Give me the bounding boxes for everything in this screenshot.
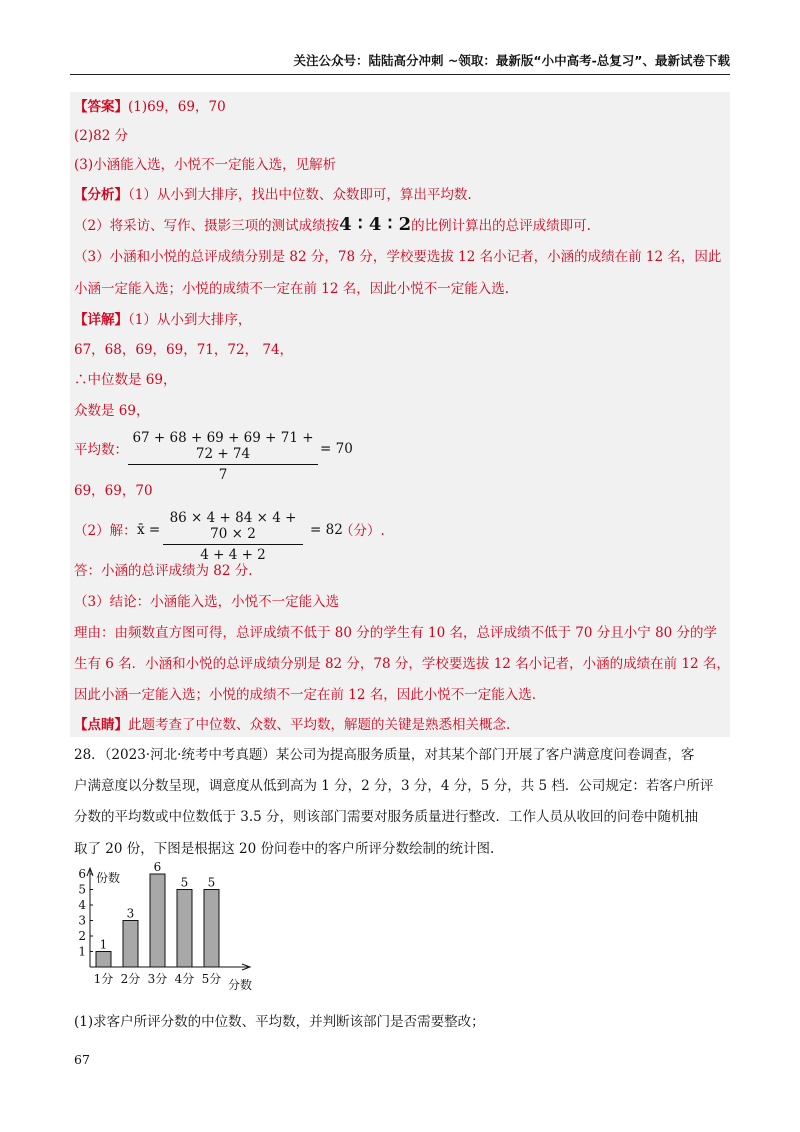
part3-reason-1: 理由：由频数直方图可得，总评成绩不低于 80 分的学生有 10 名，总评成绩不低于 70 分且小宁 80 分的学	[74, 625, 718, 641]
page-number: 67	[74, 1052, 90, 1067]
part2-answer: 答：小涵的总评成绩为 82 分.	[74, 563, 253, 579]
bar-1	[96, 952, 111, 968]
point-line: 【点睛】此题考查了中位数、众数、平均数，解题的关键是熟悉相关概念.	[74, 717, 511, 733]
part2-numerator: 86 × 4 + 84 × 4 + 70 × 2	[163, 510, 303, 545]
part2-result: = 82	[310, 522, 343, 538]
part3-reason-3: 因此小涵一定能入选；小悦的成绩不一定在前 12 名，因此小悦不一定能入选.	[74, 687, 537, 703]
subquestion-1: (1)求客户所评分数的中位数、平均数，并判断该部门是否需要整改；	[74, 1014, 485, 1030]
analysis-line-3: （3）小涵和小悦的总评成绩分别是 82 分，78 分，学校要选拔 12 名小记者，小涵的成绩在前 12 名，因此	[74, 249, 722, 265]
bar-value-label: 3	[126, 906, 135, 921]
chart-bars	[96, 874, 219, 967]
y-tick-label: 6	[78, 867, 86, 881]
average-fraction	[128, 430, 318, 483]
average-numerator: 67 + 68 + 69 + 69 + 71 + 72 + 74	[128, 430, 318, 465]
x-tick-label: 4分	[174, 972, 195, 986]
page-header: 关注公众号：陆陆高分冲刺 ~领取：最新版“小中高考-总复习”、最新试卷下载	[70, 52, 730, 75]
detail-sequence: 67，68，69，69，71，72， 74，	[74, 342, 294, 358]
y-tick-label: 3	[78, 913, 86, 928]
average-denominator: 7	[218, 467, 228, 483]
y-tick-label: 5	[78, 882, 86, 897]
answer-line-2: (2)82 分	[74, 128, 129, 144]
average-label: 平均数：	[74, 442, 128, 458]
x-tick-label: 1分	[93, 972, 114, 986]
bar-value-label: 5	[207, 875, 216, 890]
average-result: = 70	[320, 441, 353, 457]
analysis-line-4: 小涵一定能入选；小悦的成绩不一定在前 12 名，因此小悦不一定能入选.	[74, 281, 510, 297]
answer-line-3: (3)小涵能入选，小悦不一定能入选，见解析	[74, 157, 337, 173]
question-line-3: 分数的平均数或中位数低于 3.5 分，则该部门需要对服务质量进行整改．工作人员从收回的问卷中随机抽	[74, 809, 699, 825]
analysis-line-2: （2）将采访、写作、摄影三项的测试成绩按4 ∶ 4 ∶ 2的比例计算出的总评成绩即可.	[74, 214, 591, 235]
x-axis-label: 分数	[228, 978, 253, 992]
answer-line-1: 【答案】(1)69，69，70	[74, 99, 226, 115]
detail-line-1: 【详解】（1）从小到大排序，	[74, 312, 252, 328]
bar-value-label: 6	[153, 860, 162, 874]
bar-value-label: 1	[99, 937, 108, 952]
question-line-1: 28．（2023·河北·统考中考真题）某公司为提高服务质量，对其某个部门开展了客户满意度问卷调查，客	[74, 747, 695, 763]
y-axis-label: 份数	[96, 871, 121, 885]
part2-unit: （分）.	[340, 523, 385, 539]
x-tick-label: 2分	[120, 972, 141, 986]
x-tick-label: 5分	[201, 972, 222, 986]
part2-fraction	[163, 510, 303, 563]
y-tick-label: 1	[78, 944, 86, 959]
part3-conclusion: （3）结论：小涵能入选，小悦不一定能入选	[74, 594, 340, 610]
part2-label: （2）解：	[74, 523, 137, 539]
part2-xbar: x̄ =	[137, 522, 161, 538]
bar-5	[204, 890, 219, 968]
detail-result: 69，69，70	[74, 483, 153, 499]
y-tick-label: 4	[78, 898, 86, 912]
question-line-4: 取了 20 份，下图是根据这 20 份问卷中的客户所评分数绘制的统计图.	[74, 841, 495, 857]
part2-denominator: 4 + 4 + 2	[200, 547, 266, 563]
detail-mode: 众数是 69，	[74, 403, 150, 419]
analysis-line-1: 【分析】（1）从小到大排序，找出中位数、众数即可，算出平均数.	[74, 187, 472, 203]
x-tick-label: 3分	[147, 972, 168, 986]
detail-median: ∴中位数是 69，	[74, 372, 177, 388]
bar-2	[123, 921, 138, 968]
bar-value-label: 5	[180, 875, 189, 890]
y-tick-label: 2	[78, 929, 86, 943]
part3-reason-2: 生有 6 名．小涵和小悦的总评成绩分别是 82 分，78 分，学校要选拔 12 名小记者，小涵的成绩在前 12 名，	[74, 656, 730, 672]
score-bar-chart	[70, 860, 270, 995]
question-line-2: 户满意度以分数呈现，调意度从低到高为 1 分，2 分，3 分，4 分，5 分，共 5 档．公司规定：若客户所评	[74, 778, 714, 794]
bar-4	[177, 890, 192, 968]
bar-3	[150, 874, 165, 967]
